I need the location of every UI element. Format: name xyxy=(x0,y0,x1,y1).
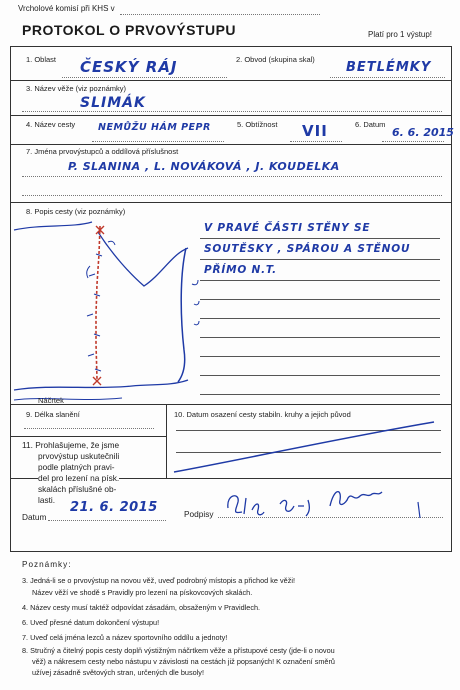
declaration-line-3: podle platných pravi- xyxy=(38,462,115,472)
route-name-label: 4. Název cesty xyxy=(26,120,76,129)
committee-label: Vrcholové komisí při KHS v xyxy=(18,4,115,13)
date-value: 6. 6. 2015 xyxy=(392,126,454,139)
climbers-label: 7. Jména prvovýstupců a oddílová příslušnost xyxy=(26,147,179,156)
note-item-8: užívej zásadně světových stran, určených dle busoly! xyxy=(32,668,204,677)
belay-date-label: 10. Datum osazení cesty stabiln. kruhy a jejich původ xyxy=(174,410,351,419)
route-description-line-2: SOUTĚSKY , SPÁROU A STĚNOU xyxy=(204,243,411,255)
area-label: 1. Oblast xyxy=(26,55,57,64)
form-title: PROTOKOL O PRVOVÝSTUPU xyxy=(22,22,237,38)
sign-date-label: Datum xyxy=(22,512,47,522)
signatures-label: Podpisy xyxy=(184,509,214,519)
sign-date-value: 21. 6. 2015 xyxy=(70,500,158,515)
route-description-line-1: V PRAVÉ ČÁSTI STĚNY SE xyxy=(204,222,371,234)
route-description-label: 8. Popis cesty (viz poznámky) xyxy=(26,207,126,216)
date-label: 6. Datum xyxy=(355,120,386,129)
area-value: ČESKÝ RÁJ xyxy=(80,58,178,76)
district-value: BETLÉMKY xyxy=(346,60,432,75)
tower-label: 3. Název věže (viz poznámky) xyxy=(26,84,127,93)
strike-through-line xyxy=(170,418,440,478)
difficulty-label: 5. Obtížnost xyxy=(237,120,278,129)
signatures-drawing xyxy=(222,484,442,524)
rappel-label: 9. Délka slanění xyxy=(26,410,80,419)
note-item-5: 7. Uveď celá jména lezců a název sportovního oddílu a jednoty! xyxy=(22,633,228,642)
note-item-3: 4. Název cesty musí taktéž odpovídat zásadám, obsaženým v Pravidlech. xyxy=(22,603,261,612)
climbers-value: P. SLANINA , L. NOVÁKOVÁ , J. KOUDELKA xyxy=(68,160,340,173)
route-description-line-3: PŘÍMO N.T. xyxy=(204,264,277,276)
validity-note: Platí pro 1 výstup! xyxy=(368,30,433,39)
district-label: 2. Obvod (skupina skal) xyxy=(236,55,315,64)
difficulty-value: VII xyxy=(302,122,328,140)
route-name-value: NEMŮŽU HÁM PEPR xyxy=(98,122,211,133)
declaration-line-5: skalách příslušné ob- xyxy=(38,484,117,494)
notes-heading: Poznámky: xyxy=(22,560,72,569)
route-sketch xyxy=(12,214,212,404)
note-item-2: Název věží ve shodě s Pravidly pro lezení na pískovcových skalách. xyxy=(32,588,253,597)
note-item-7: věž) a nákresem cesty nebo nástupu v závislosti na cestách již popsaných! K označení směrů xyxy=(32,657,335,666)
note-item-6: 8. Stručný a čitelný popis cesty doplň výstižným náčrtkem věže a přístupové cesty (jde-li o novou xyxy=(22,646,335,655)
declaration-line-2: prvovýstup uskutečnili xyxy=(38,451,120,461)
declaration-line-6: lasti. xyxy=(38,495,56,505)
declaration-line-1: 11. Prohlašujeme, že jsme xyxy=(22,440,120,450)
note-item-4: 6. Uveď přesné datum dokončení výstupu! xyxy=(22,618,160,627)
note-item-1: 3. Jedná-li se o prvovýstup na novou věž, uveď podrobný místopis a přichod ke věži! xyxy=(22,576,295,585)
tower-value: SLIMÁK xyxy=(80,95,146,111)
declaration-line-4: del pro lezení na písk. xyxy=(38,473,120,483)
sketch-label: Náčrtek xyxy=(38,396,64,405)
